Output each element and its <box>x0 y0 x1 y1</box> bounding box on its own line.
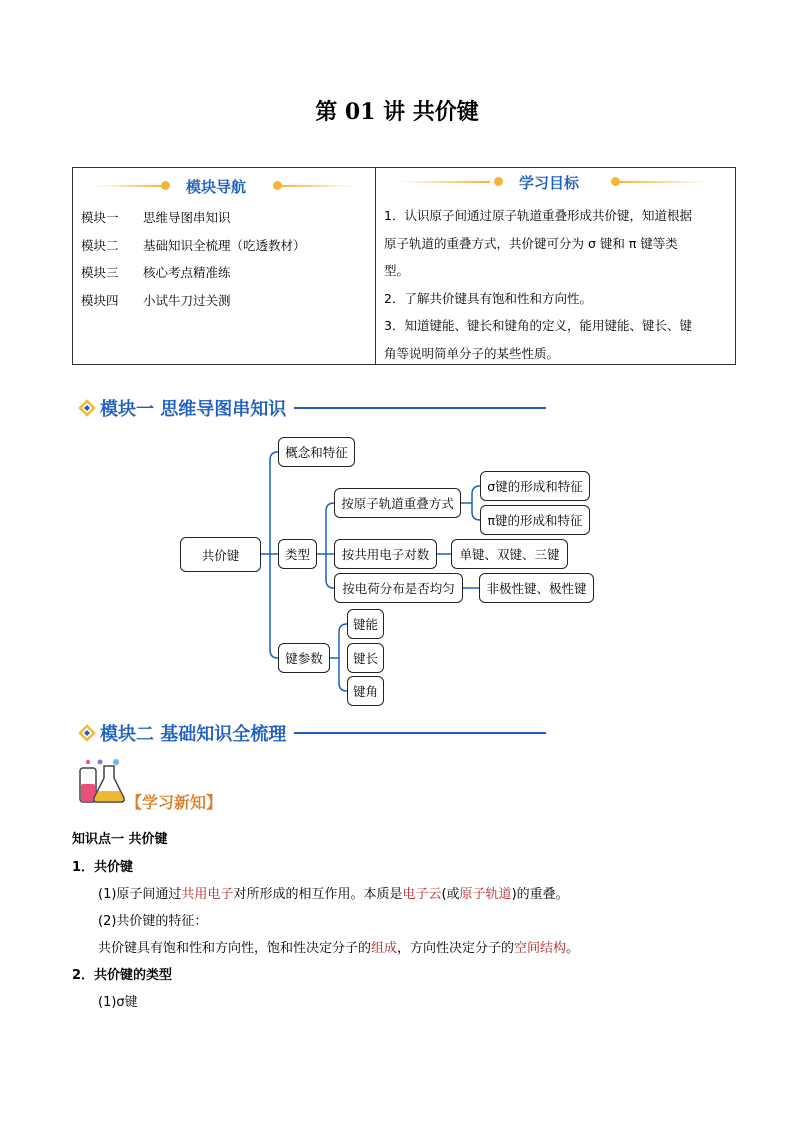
mindmap-sigma: σ键的形成和特征 <box>480 471 590 501</box>
nav-item-key: 模块一 <box>81 210 119 225</box>
text-run: 。 <box>566 941 580 956</box>
nav-item-label: 思维导图串知识 <box>143 210 231 225</box>
subheading: 2．共价键的类型 <box>72 968 173 983</box>
module2-title: 模块二 基础知识全梳理 <box>100 724 287 745</box>
mindmap-shared: 按共用电子对数 <box>334 539 437 569</box>
mindmap-types: 类型 <box>278 539 317 569</box>
text-run: (或 <box>441 887 460 902</box>
highlight-text: 组成 <box>371 941 398 956</box>
nav-item-label: 基础知识全梳理（吃透教材） <box>143 237 306 253</box>
mindmap-angle: 键角 <box>347 676 384 706</box>
text-run: 对所形成的相互作用。本质是 <box>233 887 403 902</box>
paragraph: (1)σ键 <box>98 995 138 1010</box>
mindmap-shared-kinds: 单键、双键、三键 <box>451 539 568 569</box>
text-run: ，方向性决定分子的 <box>397 941 515 956</box>
nav-item-key: 模块四 <box>81 292 119 308</box>
goal-line: 1．认识原子间通过原子轨道重叠形成共价键，知道根据 <box>384 208 692 223</box>
paragraph: (2)共价键的特征： <box>98 914 208 929</box>
goal-line: 角等说明简单分子的某些性质。 <box>384 345 560 361</box>
page-title: 第 01 讲 共价键 <box>315 99 479 125</box>
text-run: 共价键具有饱和性和方向性，饱和性决定分子的 <box>98 941 372 956</box>
module2-heading <box>78 720 546 746</box>
highlight-text: 电子云 <box>402 887 442 902</box>
mindmap-overlap: 按原子轨道重叠方式 <box>334 488 461 518</box>
lab-flask-icon <box>76 758 128 806</box>
highlight-text: 共用电子 <box>181 887 234 902</box>
knowledge-point-heading: 知识点一 共价键 <box>72 832 168 847</box>
module2-rule <box>294 732 546 734</box>
highlight-text: 空间结构 <box>514 941 567 956</box>
mindmap-pi: π键的形成和特征 <box>480 505 590 535</box>
goal-line: 原子轨道的重叠方式，共价键可分为 σ 键和 π 键等类 <box>384 235 678 251</box>
nav-item-key: 模块三 <box>81 265 119 280</box>
mindmap-charge-kinds: 非极性键、极性键 <box>479 573 594 603</box>
goal-line: 型。 <box>384 263 410 278</box>
text-run: (1)原子间通过 <box>98 887 182 902</box>
mindmap-energy: 键能 <box>347 609 384 639</box>
nav-heading: 模块导航 <box>186 178 247 196</box>
paragraph <box>98 883 569 902</box>
mindmap-length: 键长 <box>347 643 384 673</box>
nav-item-label: 核心考点精准练 <box>143 265 231 280</box>
text-run: )的重叠。 <box>511 887 569 902</box>
goals-heading: 学习目标 <box>519 174 580 192</box>
section-label: 【学习新知】 <box>126 793 223 812</box>
subheading: 1．共价键 <box>72 860 134 875</box>
nav-item-key: 模块二 <box>81 237 119 253</box>
diamond-icon <box>78 724 96 742</box>
mindmap-concept: 概念和特征 <box>278 437 355 467</box>
goal-line: 2．了解共价键具有饱和性和方向性。 <box>384 290 592 306</box>
mindmap-root: 共价键 <box>180 537 261 572</box>
nav-item-label: 小试牛刀过关测 <box>143 292 231 308</box>
highlight-text: 原子轨道 <box>459 887 512 902</box>
module1-title: 模块一 思维导图串知识 <box>100 399 287 420</box>
mindmap-params: 键参数 <box>278 643 330 673</box>
goal-line: 3．知道键能、键长和键角的定义，能用键能、键长、键 <box>384 318 692 333</box>
mindmap-charge: 按电荷分布是否均匀 <box>334 573 463 603</box>
paragraph <box>98 937 579 956</box>
